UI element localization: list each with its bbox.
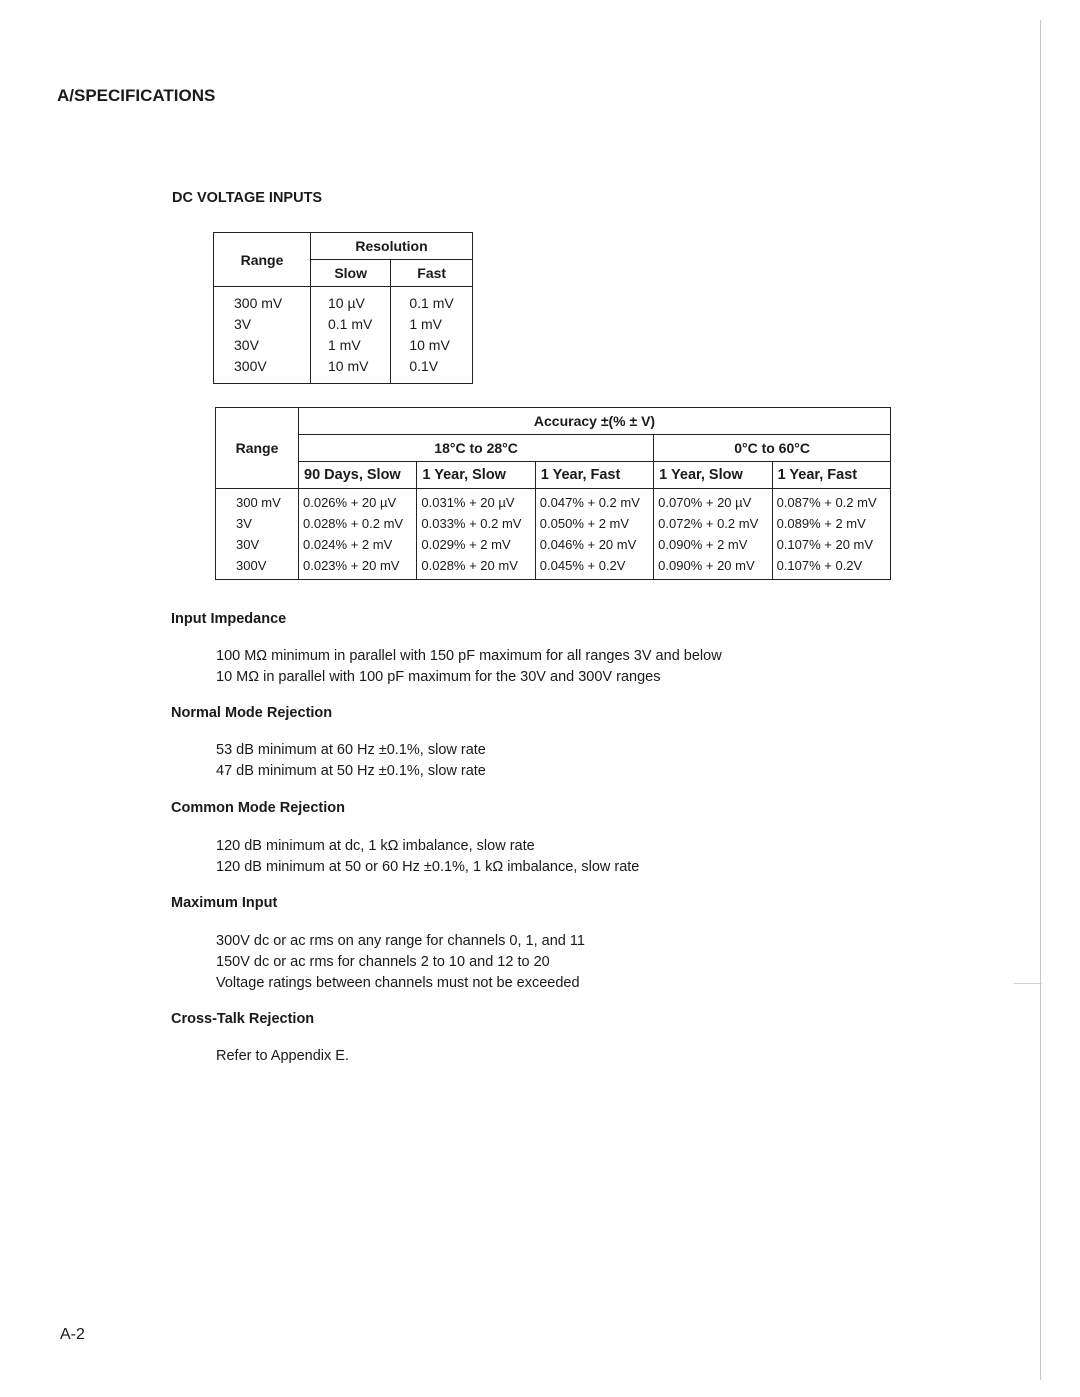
accuracy-cell: 0.090% + 2 mV [654, 534, 772, 555]
col-header-1-year-fast: 1 Year, Fast [535, 462, 653, 489]
page-title: A/SPECIFICATIONS [57, 86, 216, 105]
fast-cell: 1 mV [391, 314, 473, 335]
col-header-1-year-slow: 1 Year, Slow [417, 462, 535, 489]
col-header-1-year-slow-wide: 1 Year, Slow [654, 462, 772, 489]
accuracy-cell: 0.047% + 0.2 mV [535, 489, 653, 514]
accuracy-cell: 0.024% + 2 mV [299, 534, 417, 555]
range-cell: 30V [236, 537, 260, 552]
fast-cell: 10 mV [391, 335, 473, 356]
normal-mode-rejection-heading: Normal Mode Rejection [171, 705, 333, 721]
accuracy-header: Accuracy ±(% ± V) [299, 408, 891, 435]
input-impedance-heading: Input Impedance [171, 611, 287, 627]
common-mode-line: 120 dB minimum at dc, 1 kΩ imbalance, slow rate [216, 838, 535, 854]
fast-cell: 0.1 mV [391, 287, 473, 315]
accuracy-cell: 0.050% + 2 mV [535, 513, 653, 534]
page-number: A-2 [60, 1326, 85, 1343]
col-header-1-year-fast-wide: 1 Year, Fast [772, 462, 890, 489]
accuracy-cell: 0.029% + 2 mV [417, 534, 535, 555]
temp-range-0-60-header: 0°C to 60°C [654, 435, 891, 462]
fast-cell: 0.1V [391, 356, 473, 384]
resolution-table [213, 232, 473, 384]
normal-mode-line: 53 dB minimum at 60 Hz ±0.1%, slow rate [216, 742, 486, 758]
table-row [216, 513, 891, 534]
range-cell: 3V [236, 516, 252, 531]
page-edge-line [1040, 20, 1041, 1380]
common-mode-line: 120 dB minimum at 50 or 60 Hz ±0.1%, 1 kΩ imbalance, slow rate [216, 859, 640, 875]
table-row [214, 356, 473, 384]
accuracy-cell: 0.033% + 0.2 mV [417, 513, 535, 534]
slow-cell: 0.1 mV [311, 314, 391, 335]
input-impedance-line: 10 MΩ in parallel with 100 pF maximum for the 30V and 300V ranges [216, 669, 661, 685]
col-header-90-days-slow: 90 Days, Slow [299, 462, 417, 489]
maximum-input-heading: Maximum Input [171, 895, 278, 911]
accuracy-cell: 0.087% + 0.2 mV [772, 489, 890, 514]
range-cell: 3V [234, 316, 252, 332]
accuracy-cell: 0.089% + 2 mV [772, 513, 890, 534]
accuracy-cell: 0.031% + 20 µV [417, 489, 535, 514]
slow-cell: 10 µV [311, 287, 391, 315]
maximum-input-line: 150V dc or ac rms for channels 2 to 10 and 12 to 20 [216, 954, 550, 970]
slow-cell: 10 mV [311, 356, 391, 384]
normal-mode-line: 47 dB minimum at 50 Hz ±0.1%, slow rate [216, 763, 486, 779]
temp-range-18-28-header: 18°C to 28°C [299, 435, 654, 462]
fast-header: Fast [391, 260, 473, 287]
maximum-input-line: Voltage ratings between channels must not be exceeded [216, 975, 580, 991]
accuracy-cell: 0.026% + 20 µV [299, 489, 417, 514]
accuracy-range-header: Range [216, 408, 299, 489]
accuracy-cell: 0.028% + 20 mV [417, 555, 535, 580]
range-cell: 30V [234, 337, 259, 353]
common-mode-rejection-heading: Common Mode Rejection [171, 800, 346, 816]
resolution-header: Resolution [311, 233, 473, 260]
accuracy-cell: 0.107% + 0.2V [772, 555, 890, 580]
slow-cell: 1 mV [311, 335, 391, 356]
accuracy-table [215, 407, 891, 580]
table-row [216, 489, 891, 514]
table-row [214, 287, 473, 315]
table-row [216, 555, 891, 580]
accuracy-cell: 0.070% + 20 µV [654, 489, 772, 514]
accuracy-cell: 0.090% + 20 mV [654, 555, 772, 580]
accuracy-cell: 0.107% + 20 mV [772, 534, 890, 555]
dc-voltage-inputs-title: DC VOLTAGE INPUTS [172, 190, 323, 206]
maximum-input-line: 300V dc or ac rms on any range for channels 0, 1, and 11 [216, 933, 585, 949]
table-row [214, 314, 473, 335]
resolution-range-header: Range [214, 233, 311, 287]
slow-header: Slow [311, 260, 391, 287]
cross-talk-line: Refer to Appendix E. [216, 1048, 349, 1064]
range-cell: 300 mV [234, 295, 283, 311]
accuracy-cell: 0.023% + 20 mV [299, 555, 417, 580]
table-row [214, 335, 473, 356]
range-cell: 300V [234, 358, 267, 374]
table-row [216, 534, 891, 555]
input-impedance-line: 100 MΩ minimum in parallel with 150 pF maximum for all ranges 3V and below [216, 648, 722, 664]
accuracy-cell: 0.046% + 20 mV [535, 534, 653, 555]
range-cell: 300V [236, 558, 267, 573]
accuracy-cell: 0.072% + 0.2 mV [654, 513, 772, 534]
page-edge-mark [1014, 983, 1042, 984]
accuracy-cell: 0.028% + 0.2 mV [299, 513, 417, 534]
accuracy-cell: 0.045% + 0.2V [535, 555, 653, 580]
cross-talk-rejection-heading: Cross-Talk Rejection [171, 1011, 315, 1027]
range-cell: 300 mV [236, 495, 281, 510]
